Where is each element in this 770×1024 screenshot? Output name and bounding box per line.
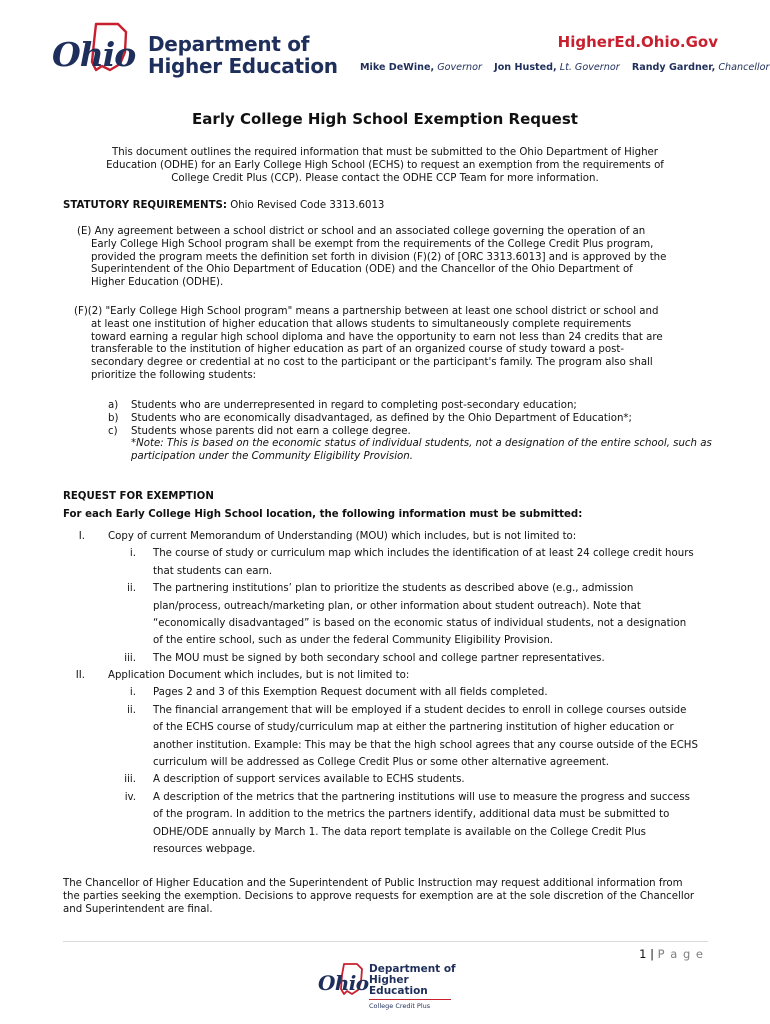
ohio-logo-word: Ohio [52, 35, 136, 74]
footer-logo [318, 962, 458, 1010]
ohio-logo-word: Ohio [318, 971, 369, 995]
list-item: ii. The financial arrangement that will be employed if a student decides to enroll in college courses outside of the ECHS course of study/curriculum map at either the partnering institution of higher education or another institution. Example: This may be that the high school agrees that any course outside of the ECHS curriculum will be addressed as College Credit Plus or some other alternative agreement. [127, 704, 698, 769]
header-logo [52, 22, 136, 82]
list-item: c) Students whose parents did not earn a college degree. [108, 425, 411, 437]
officials-line [360, 62, 770, 73]
request-heading: REQUEST FOR EXEMPTION [63, 491, 214, 502]
closing-paragraph: The Chancellor of Higher Education and the Superintendent of Public Instruction may request additional information from the parties seeking the exemption. Decisions to approve requests for exemption are at the sole discretion of the Chancellor and Superintendent are final. [63, 878, 695, 915]
list-item: i. Pages 2 and 3 of this Exemption Request document with all fields completed. [129, 687, 548, 699]
list-item: iii. A description of support services available to ECHS students. [124, 774, 465, 786]
section-1: I. Copy of current Memorandum of Understanding (MOU) which includes, but is not limited to: i. The course of study or curriculum map which includes the identification of at least 24 college credit hours that students can earn. ii. The partnering institutions’ plan to prioritize the students as described above (e.g., admission plan/process, outreach/marketing plan, or other information about student outreach). Note that “economically disadvantaged” is based on the economic status of individual students, not a designation of the entire school, such as under the federal Community Eligibility Provision. iii. The MOU must be signed by both secondary school and college partner representatives. [63, 528, 723, 667]
page-number: 1 | P a g e [639, 947, 704, 961]
intro-paragraph: This document outlines the required information that must be submitted to the Ohio Department of Higher Education (ODHE) for an Early College High School (ECHS) to request an exemption from the requirements of College Credit Plus (CCP). Please contact the ODHE CCP Team for more information. [106, 147, 664, 184]
section-2: II. Application Document which includes, but is not limited to: i. Pages 2 and 3 of this Exemption Request document with all fields completed. ii. The financial arrangement that will be employed if a student decides to enroll in college courses outside of the ECHS course of study/curriculum map at either the partnering institution of higher education or another institution. Example: This may be that the high school agrees that any course outside of the ECHS curriculum will be addressed as College Credit Plus or some other alternative agreement. iii. A description of support services available to ECHS students. iv. A description of the metrics that the partnering institutions will use to measure the progress and success of the program. In addition to the metrics the partners identify, additional data must be submitted to ODHE/ODE annually by March 1. The data report template is available on the College Credit Plus resources webpage. [63, 667, 723, 858]
list-item: iii. The MOU must be signed by both secondary school and college partner representatives. [124, 652, 605, 664]
note: *Note: This is based on the economic status of individual students, not a designation of the entire school, such as participation under the Community Eligibility Provision. [131, 438, 712, 463]
list-item: ii. The partnering institutions’ plan to prioritize the students as described above (e.g., admission plan/process, outreach/marketing plan, or other information about student outreach). Note that “economically disadvantaged” is based on the economic status of individual students, not a designation of the entire school, such as under the federal Community Eligibility Provision. [127, 583, 687, 647]
website-link[interactable]: HigherEd.Ohio.Gov [557, 33, 718, 51]
footer-dept-line-1: Department of [369, 963, 456, 975]
footer-program: College Credit Plus [369, 1002, 431, 1010]
statutory-requirements: STATUTORY REQUIREMENTS: Ohio Revised Code 3313.6013 [63, 200, 385, 211]
page-title: Early College High School Exemption Request [192, 110, 578, 128]
official-chancellor: Randy Gardner, Chancellor [631, 62, 770, 73]
official-lt-governor: Jon Husted, Lt. Governor [494, 62, 620, 73]
dept-line-1: Department of [148, 32, 310, 56]
list-item: i. The course of study or curriculum map which includes the identification of at least 24 college credit hours that students can earn. [129, 548, 694, 577]
footer-dept-line-2: Higher Education [369, 974, 428, 997]
list-item: iv. A description of the metrics that the partnering institutions will use to measure the progress and success of the program. In addition to the metrics the partners identify, additional data must be submitted to ODHE/ODE annually by March 1. The data report template is available on the College Credit Plus resources webpage. [124, 791, 690, 856]
list-item: b) Students who are economically disadvantaged, as defined by the Ohio Department of Education*; [108, 412, 632, 424]
footer-divider [63, 941, 708, 942]
list-item: a) Students who are underrepresented in regard to completing post-secondary education; [108, 400, 577, 411]
dept-line-2: Higher Education [148, 54, 338, 78]
official-governor: Mike DeWine, Governor [360, 62, 482, 73]
paragraph-e: (E) Any agreement between a school district or school and an associated college governing the operation of an Early College High School program shall be exempt from the requirements of the College Credit Plus program, provided the program meets the definition set forth in division (F)(2) of [ORC 3313.6013] and is approved by the Superintendent of the Ohio Department of Education (ODE) and the Chancellor of the Ohio Department of Higher Education (ODHE). [77, 226, 667, 289]
paragraph-f2: (F)(2) "Early College High School program" means a partnership between at least one school district or school and at least one institution of higher education that allows students to simultaneously complete requirements toward earning a regular high school diploma and have the opportunity to earn not less than 24 credits that are transferable to the institution of higher education as part of an organized course of study toward a post- secondary degree or credential at no cost to the participant or the participant's family. The program also shall prioritize the following students: [74, 306, 663, 381]
student-priority-list [108, 400, 728, 464]
request-subheading: For each Early College High School location, the following information must be submitted: [63, 509, 583, 520]
